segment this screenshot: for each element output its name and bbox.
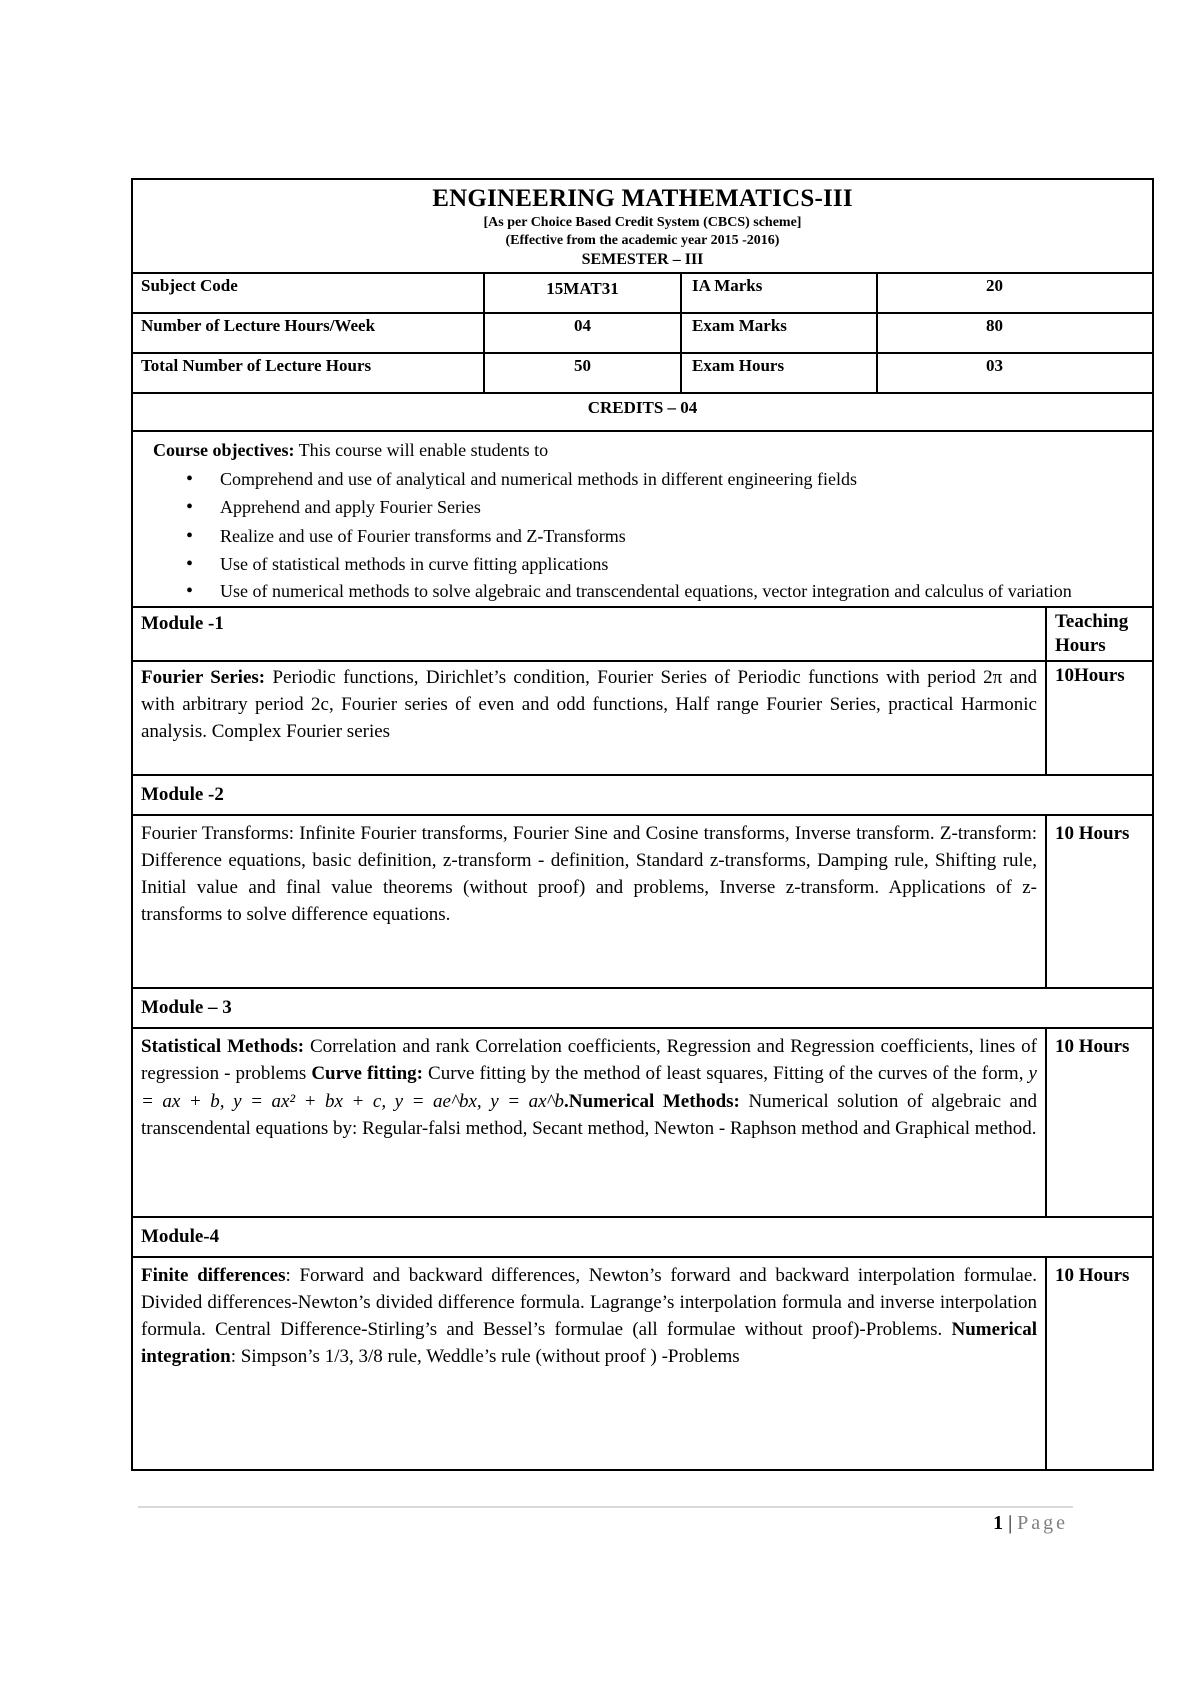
module-3-lead3: .Numerical Methods: xyxy=(564,1090,740,1112)
teaching-hours-header: Teaching Hours xyxy=(1045,608,1152,660)
objectives-lead-rest: This course will enable students to xyxy=(294,440,549,460)
info-label: IA Marks xyxy=(680,274,876,312)
total-lecture-hours-value: 50 xyxy=(483,354,680,392)
module-3-formula: y = ax + b, y = ax² + bx + c, y = ae^bx, y = ax^b xyxy=(141,1063,1037,1112)
semester-line: SEMESTER – III xyxy=(581,251,704,268)
module-2-content-row xyxy=(133,814,1152,987)
module-1-hours: 10Hours xyxy=(1045,662,1152,774)
course-title: ENGINEERING MATHEMATICS-III xyxy=(432,185,853,212)
module-4-lead: Finite differences xyxy=(141,1264,286,1286)
info-label: Total Number of Lecture Hours xyxy=(141,356,372,375)
module-2-label: Module -2 xyxy=(133,774,1152,814)
page-footer xyxy=(993,1512,1068,1535)
info-row-lecture-hours-week xyxy=(133,312,1152,352)
module-4-label: Module-4 xyxy=(133,1216,1152,1256)
module-2-hours: 10 Hours xyxy=(1045,816,1152,987)
module-3-content-row xyxy=(133,1027,1152,1216)
module-3-text-c: Numerical solution of algebraic and transcendental equations by: Regular-falsi method, Secant method, Newton - Raphson method and Graphical method. xyxy=(141,1090,1037,1139)
module-4-hours: 10 Hours xyxy=(1045,1258,1152,1469)
objective-item: • Comprehend and use of analytical and numerical methods in different engineering fields xyxy=(220,465,1142,494)
module-3-content xyxy=(133,1029,1045,1216)
module-1-text: Periodic functions, Dirichlet’s condition, Fourier Series of Periodic functions with period 2π and with arbitrary period 2c, Fourier series of even and odd functions, Half range Fourier Series, practical Harmonic analysis. Complex Fourier series xyxy=(141,666,1037,742)
module-3-lead2: Curve fitting: xyxy=(311,1063,423,1084)
page-number: 1 xyxy=(993,1512,1004,1534)
objectives-intro xyxy=(153,436,1142,465)
module-3-text-a: Correlation and rank Correlation coefficients, Regression and Regression coefficients, lines of regression - problems xyxy=(141,1035,1038,1084)
module-4-text-b: : Simpson’s 1/3, 3/8 rule, Weddle’s rule (without proof ) -Problems xyxy=(230,1345,740,1367)
footer-divider xyxy=(138,1506,1073,1508)
exam-marks-value: 80 xyxy=(876,314,1152,352)
module-3-label: Module – 3 xyxy=(133,987,1152,1027)
module-1-content xyxy=(133,662,1045,774)
info-label: Subject Code xyxy=(141,276,238,295)
objective-item: • Realize and use of Fourier transforms and Z-Transforms xyxy=(220,522,1142,551)
lecture-hours-week-value: 04 xyxy=(483,314,680,352)
module-1-content-row xyxy=(133,660,1152,774)
subject-code-value: 15MAT31 xyxy=(483,274,680,312)
module-4-content-row xyxy=(133,1256,1152,1469)
syllabus-table xyxy=(131,178,1154,1471)
scheme-line: [As per Choice Based Credit System (CBCS) scheme] xyxy=(483,215,802,230)
module-4-content xyxy=(133,1258,1045,1469)
module-3-lead: Statistical Methods: xyxy=(141,1035,305,1057)
objectives-list xyxy=(153,465,1142,604)
exam-hours-value: 03 xyxy=(876,354,1152,392)
info-label: Number of Lecture Hours/Week xyxy=(141,316,376,335)
info-label: Exam Hours xyxy=(680,354,876,392)
credits-row: CREDITS – 04 xyxy=(133,392,1152,430)
objective-item: • Use of statistical methods in curve fitting applications xyxy=(220,550,1142,579)
info-row-total-lecture-hours xyxy=(133,352,1152,392)
course-objectives xyxy=(133,430,1152,606)
module-1-lead: Fourier Series: xyxy=(141,666,266,688)
module-4-lead2: Numerical integration xyxy=(141,1318,1037,1367)
effective-line: (Effective from the academic year 2015 -2016) xyxy=(505,233,780,248)
info-label: Exam Marks xyxy=(680,314,876,352)
objectives-lead: Course objectives: xyxy=(153,440,295,460)
title-block xyxy=(133,180,1152,272)
module-4-text-a: : Forward and backward differences, Newton’s forward and backward interpolation formulae. Divided differences-Newton’s divided difference formula. Lagrange’s interpolation formula and inverse interpolation formula. Central Difference-Stirling’s and Bessel’s formulae (all formulae without proof)-Problems. xyxy=(141,1264,1038,1340)
module-2-content: Fourier Transforms: Infinite Fourier transforms, Fourier Sine and Cosine transforms, Inverse transform. Z-transform: Difference equations, basic definition, z-transform - definition, Standard z-transforms, Damping rule, Shifting rule, Initial value and final value theorems (without proof) and problems, Inverse z-transform. Applications of z-transforms to solve difference equations. xyxy=(141,822,1037,925)
footer-separator: | xyxy=(1008,1512,1013,1534)
module-1-label: Module -1 xyxy=(141,612,224,634)
info-row-subject-code xyxy=(133,272,1152,312)
page-label: Page xyxy=(1017,1512,1068,1534)
module-3-text-b: Curve fitting by the method of least squares, Fitting of the curves of the form, xyxy=(422,1063,1029,1084)
ia-marks-value: 20 xyxy=(876,274,1152,312)
objective-item: • Use of numerical methods to solve algebraic and transcendental equations, vector integration and calculus of variation xyxy=(220,579,1142,604)
module-3-hours: 10 Hours xyxy=(1045,1029,1152,1216)
objective-item: • Apprehend and apply Fourier Series xyxy=(220,493,1142,522)
module-1-header-row xyxy=(133,606,1152,660)
